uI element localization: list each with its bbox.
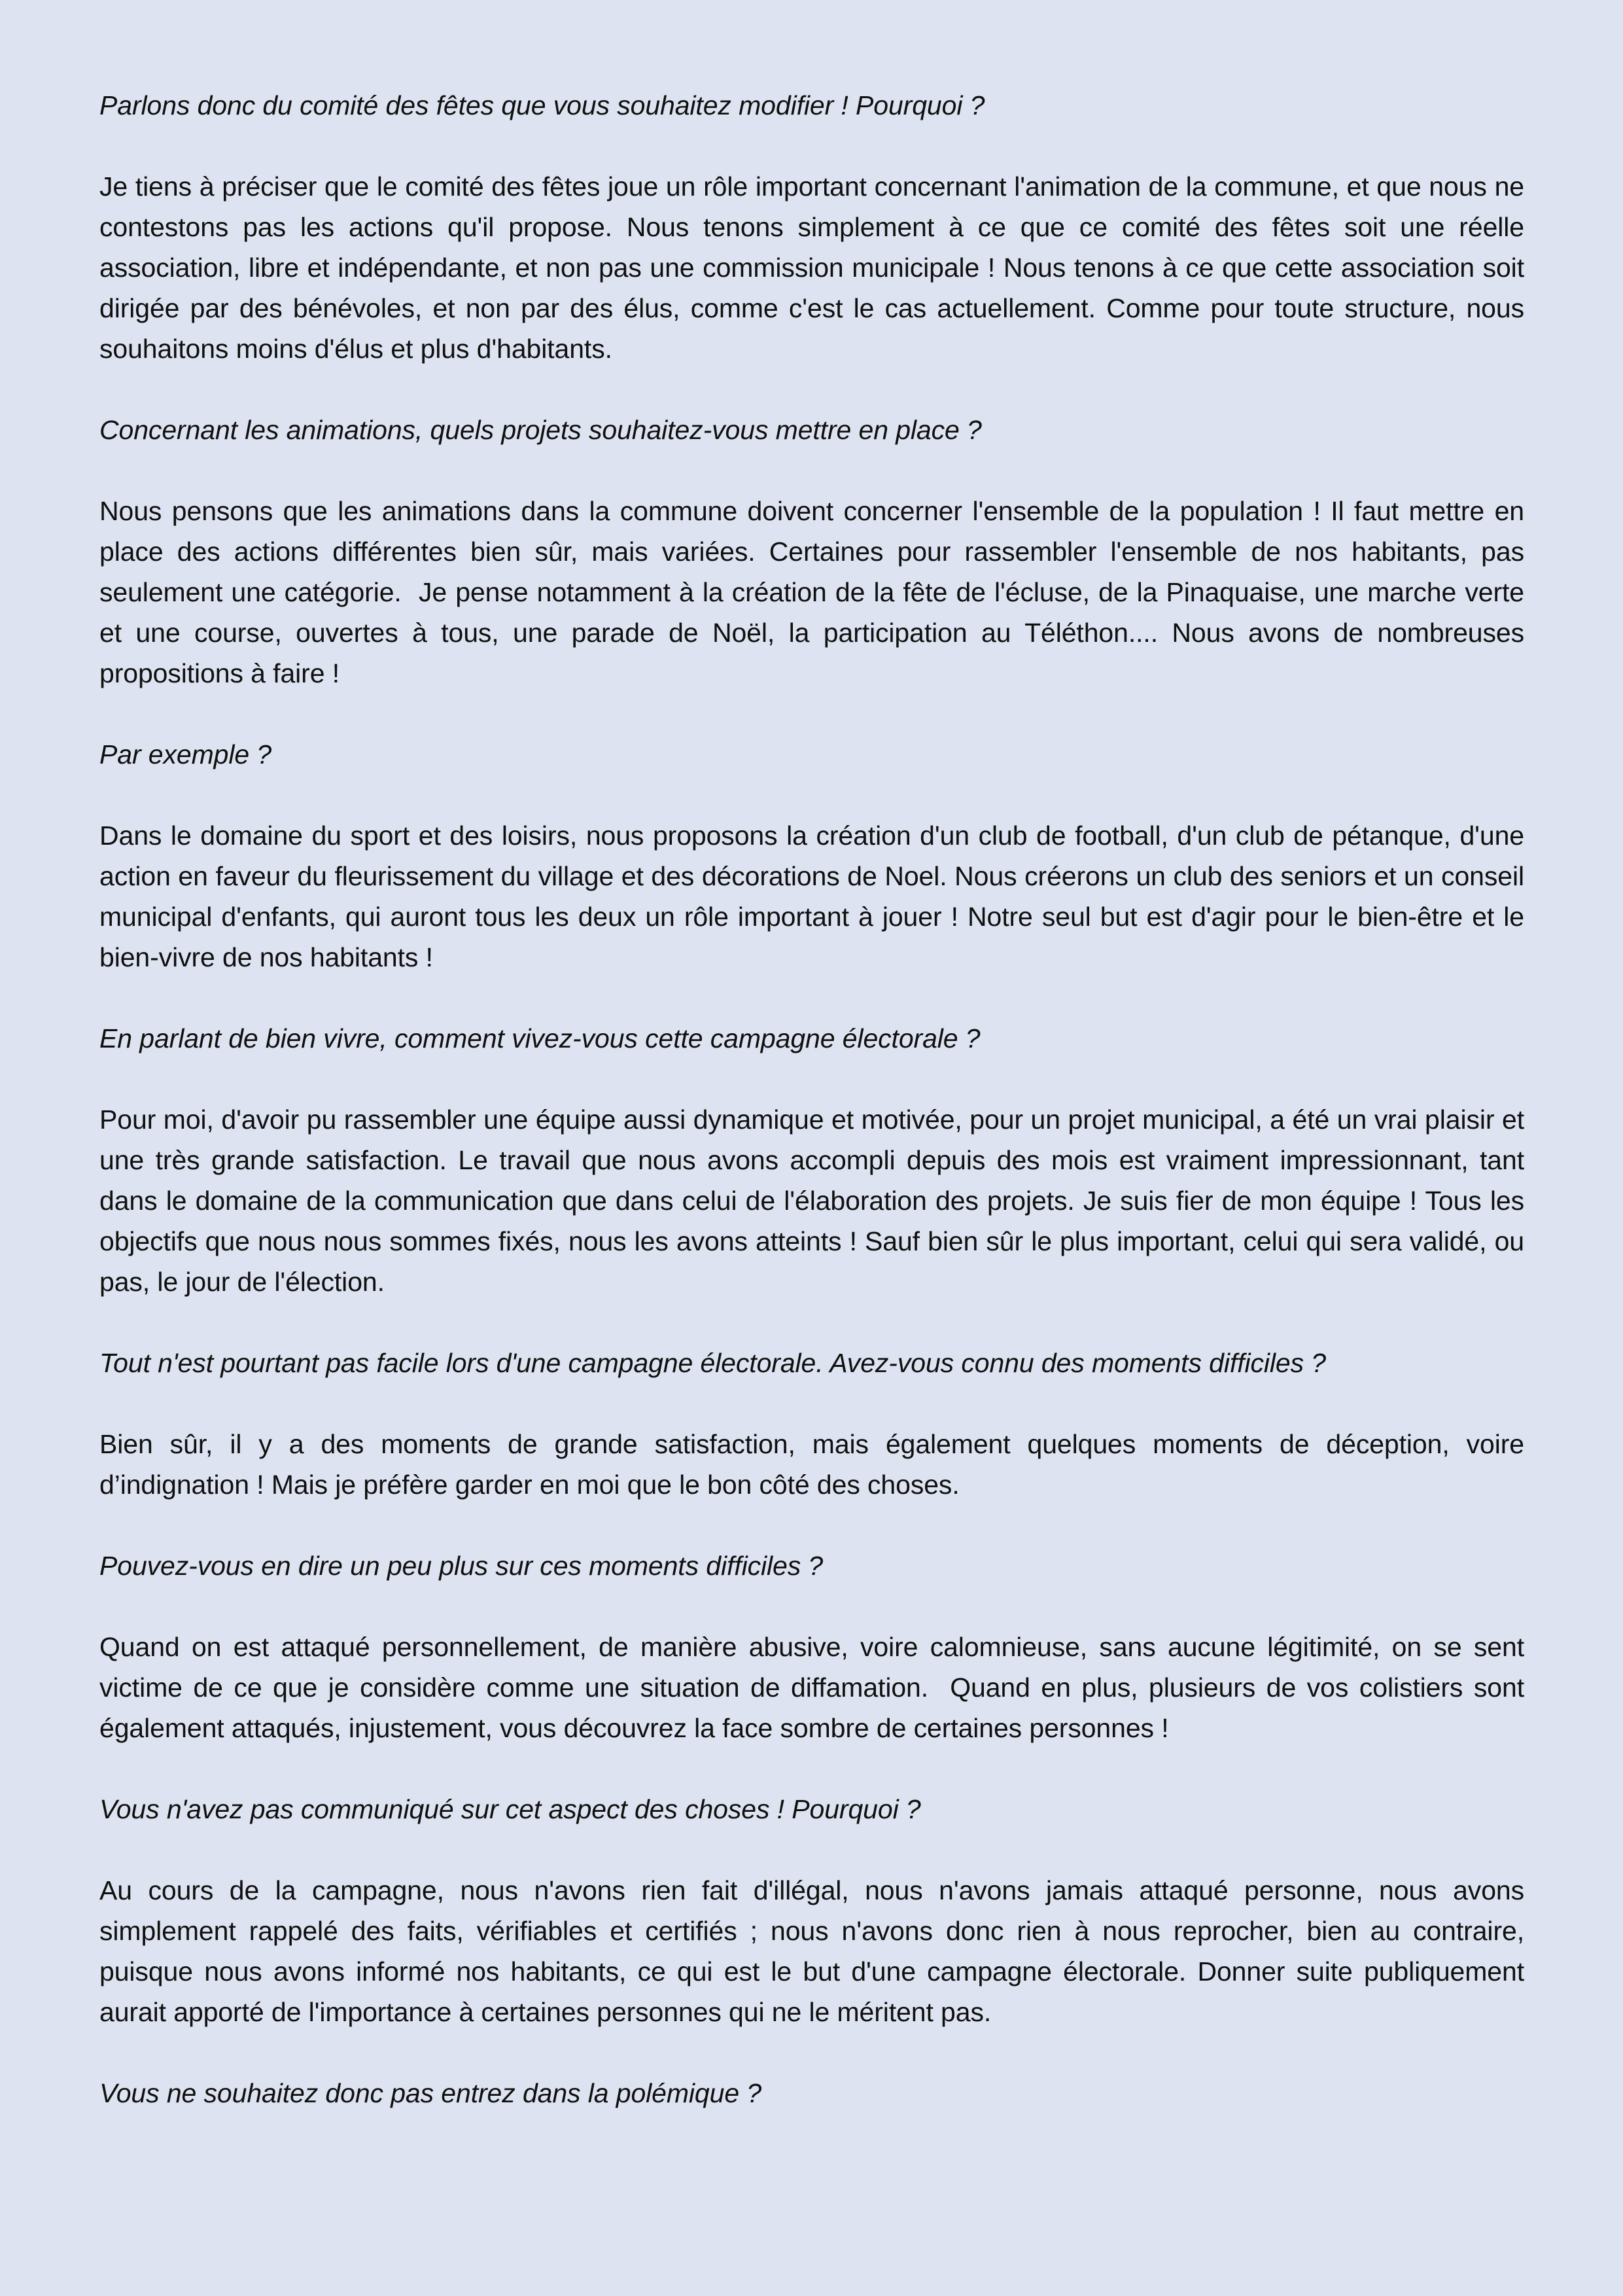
interview-question: Vous ne souhaitez donc pas entrez dans la polémique ? — [99, 2078, 762, 2108]
interview-question: Concernant les animations, quels projets souhaitez-vous mettre en place ? — [99, 415, 982, 445]
interview-question: Pouvez-vous en dire un peu plus sur ces moments difficiles ? — [99, 1551, 824, 1581]
document-body — [99, 85, 1532, 2113]
interview-answer: Bien sûr, il y a des moments de grande satisfaction, mais également quelques moments de déception, voire d’indignation ! Mais je préfère garder en moi que le bon côté des choses. — [99, 1429, 1532, 1500]
interview-question: Vous n'avez pas communiqué sur cet aspect des choses ! Pourquoi ? — [99, 1794, 921, 1824]
interview-question: Tout n'est pourtant pas facile lors d'une campagne électorale. Avez-vous connu des moments difficiles ? — [99, 1348, 1326, 1378]
interview-answer: Quand on est attaqué personnellement, de manière abusive, voire calomnieuse, sans aucune légitimité, on se sent victime de ce que je considère comme une situation de diffamation. Quand en plus, plusieurs de vos colistiers sont également attaqués, injustement, vous découvrez la face sombre de certaines personnes ! — [99, 1632, 1532, 1743]
interview-question: Parlons donc du comité des fêtes que vous souhaitez modifier ! Pourquoi ? — [99, 90, 985, 120]
interview-question: En parlant de bien vivre, comment vivez-vous cette campagne électorale ? — [99, 1023, 981, 1053]
interview-answer: Au cours de la campagne, nous n'avons rien fait d'illégal, nous n'avons jamais attaqué personne, nous avons simplement rappelé des faits, vérifiables et certifiés ; nous n'avons donc rien à nous reprocher, bien au contraire, puisque nous avons informé nos habitants, ce qui est le but d'une campagne électorale. Donner suite publiquement aurait apporté de l'importance à certaines personnes qui ne le méritent pas. — [99, 1875, 1532, 2027]
interview-answer: Dans le domaine du sport et des loisirs, nous proposons la création d'un club de football, d'un club de pétanque, d'une action en faveur du fleurissement du village et des décorations de Noel. Nous créerons un club des seniors et un conseil municipal d'enfants, qui auront tous les deux un rôle important à jouer ! Notre seul but est d'agir pour le bien-être et le bien-vivre de nos habitants ! — [99, 821, 1532, 972]
interview-question: Par exemple ? — [99, 739, 272, 769]
interview-answer: Pour moi, d'avoir pu rassembler une équipe aussi dynamique et motivée, pour un projet municipal, a été un vrai plaisir et une très grande satisfaction. Le travail que nous avons accompli depuis des mois est vraiment impressionnant, tant dans le domaine de la communication que dans celui de l'élaboration des projets. Je suis fier de mon équipe ! Tous les objectifs que nous nous sommes fixés, nous les avons atteints ! Sauf bien sûr le plus important, celui qui sera validé, ou pas, le jour de l'élection. — [99, 1104, 1532, 1297]
interview-answer: Nous pensons que les animations dans la commune doivent concerner l'ensemble de la population ! Il faut mettre en place des actions différentes bien sûr, mais variées. Certaines pour rassembler l'ensemble de nos habitants, pas seulement une catégorie. Je pense notamment à la création de la fête de l'écluse, de la Pinaquaise, une marche verte et une course, ouvertes à tous, une parade de Noël, la participation au Téléthon.... Nous avons de nombreuses propositions à faire ! — [99, 496, 1532, 688]
interview-answer: Je tiens à préciser que le comité des fêtes joue un rôle important concernant l'animation de la commune, et que nous ne contestons pas les actions qu'il propose. Nous tenons simplement à ce que ce comité des fêtes soit une réelle association, libre et indépendante, et non pas une commission municipale ! Nous tenons à ce que cette association soit dirigée par des bénévoles, et non par des élus, comme c'est le cas actuellement. Comme pour toute structure, nous souhaitons moins d'élus et plus d'habitants. — [99, 171, 1532, 364]
